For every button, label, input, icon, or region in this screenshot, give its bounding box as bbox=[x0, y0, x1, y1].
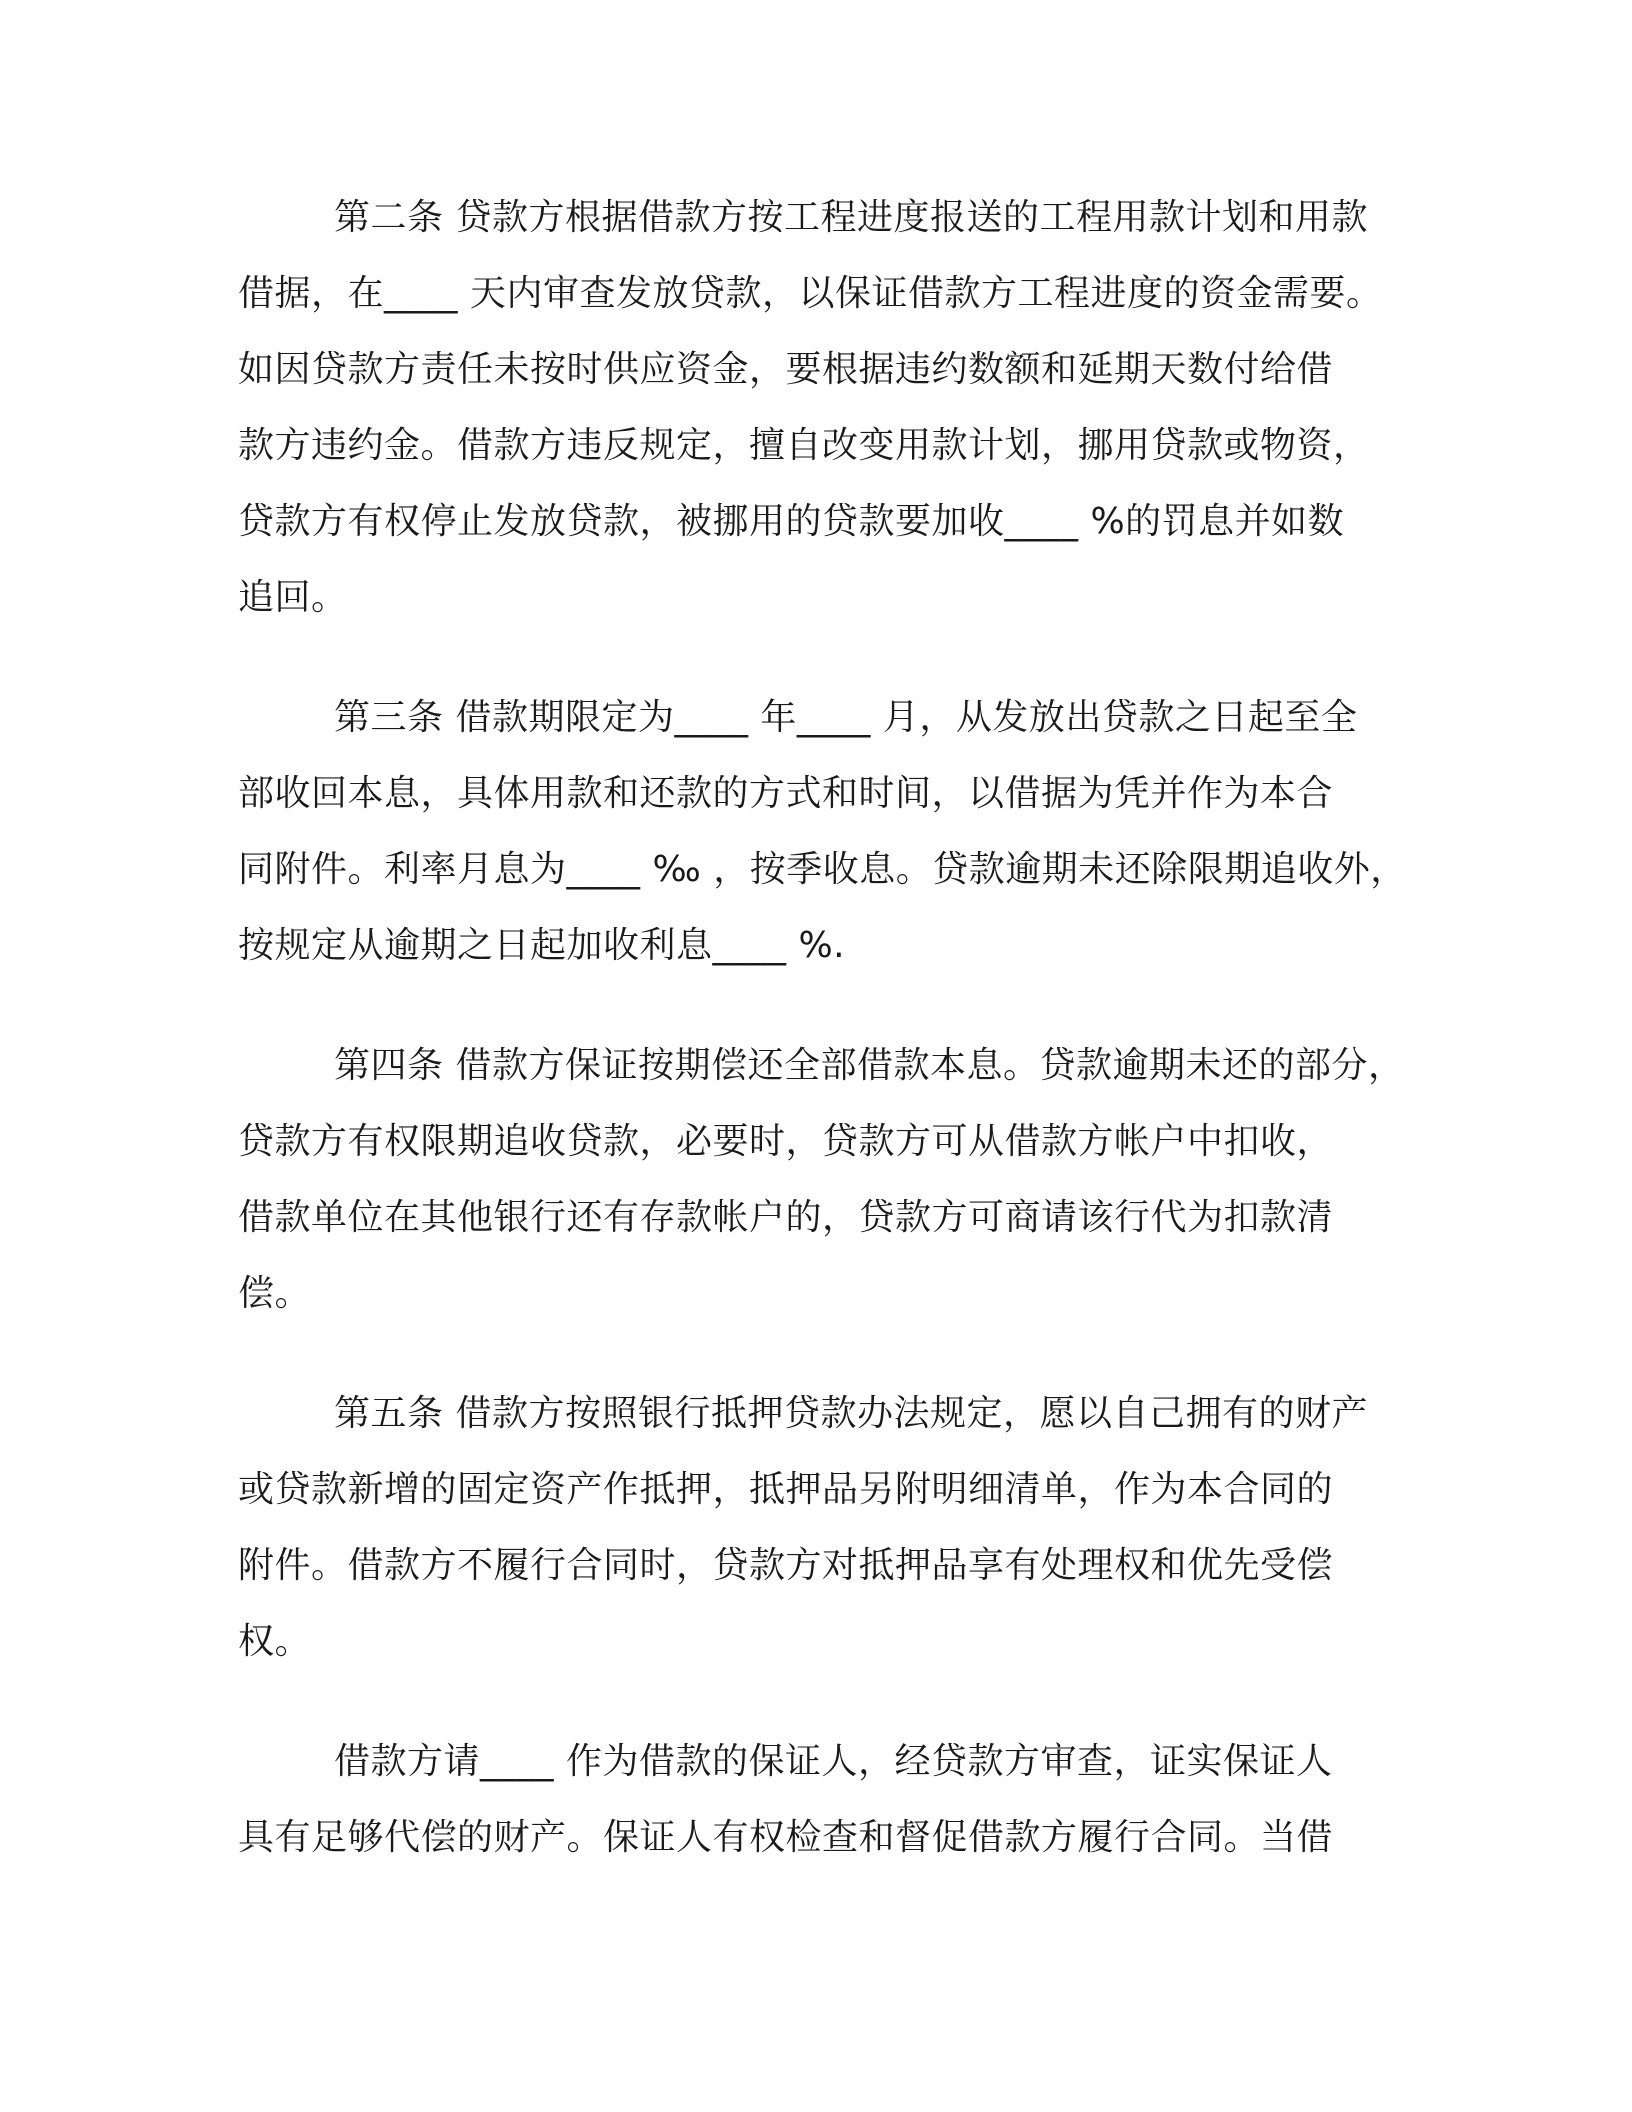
paragraph-line: 贷款方有权停止发放贷款，被挪用的贷款要加收____ %的罚息并如数 bbox=[238, 501, 1345, 542]
paragraph-line: 借款单位在其他银行还有存款帐户的，贷款方可商请该行代为扣款清 bbox=[238, 1197, 1334, 1238]
paragraph-line: 第二条 贷款方根据借款方按工程进度报送的工程用款计划和用款 bbox=[334, 197, 1368, 238]
guarantor-paragraph bbox=[238, 1724, 1398, 1876]
paragraph-line: 第三条 借款期限定为____ 年____ 月，从发放出贷款之日起至全 bbox=[334, 697, 1358, 738]
paragraph-line: 第四条 借款方保证按期偿还全部借款本息。贷款逾期未还的部分， bbox=[334, 1045, 1405, 1086]
paragraph-line: 附件。借款方不履行合同时，贷款方对抵押品享有处理权和优先受偿 bbox=[238, 1545, 1334, 1586]
paragraph-line: 第五条 借款方按照银行抵押贷款办法规定，愿以自己拥有的财产 bbox=[334, 1393, 1368, 1434]
article-4-paragraph bbox=[238, 1028, 1405, 1332]
document-body bbox=[238, 180, 1407, 1876]
article-2-paragraph bbox=[238, 180, 1398, 636]
paragraph-line: 权。 bbox=[238, 1621, 312, 1662]
paragraph-line: 如因贷款方责任未按时供应资金，要根据违约数额和延期天数付给借 bbox=[238, 349, 1334, 390]
paragraph-line: 同附件。利率月息为____ ‰ ，按季收息。贷款逾期未还除限期追收外， bbox=[238, 849, 1407, 890]
paragraph-line: 按规定从逾期之日起加收利息____ %. bbox=[238, 925, 846, 966]
paragraph-line: 借款方请____ 作为借款的保证人，经贷款方审查，证实保证人 bbox=[334, 1741, 1333, 1782]
paragraph-line: 贷款方有权限期追收贷款，必要时，贷款方可从借款方帐户中扣收， bbox=[238, 1121, 1334, 1162]
paragraph-line: 或贷款新增的固定资产作抵押，抵押品另附明细清单，作为本合同的 bbox=[238, 1469, 1334, 1510]
article-5-paragraph bbox=[238, 1376, 1398, 1680]
paragraph-line: 借据，在____ 天内审查发放贷款，以保证借款方工程进度的资金需要。 bbox=[238, 273, 1383, 314]
paragraph-line: 款方违约金。借款方违反规定，擅自改变用款计划，挪用贷款或物资， bbox=[238, 425, 1370, 466]
paragraph-line: 追回。 bbox=[238, 577, 348, 618]
paragraph-line: 部收回本息，具体用款和还款的方式和时间，以借据为凭并作为本合 bbox=[238, 773, 1334, 814]
paragraph-line: 偿。 bbox=[238, 1273, 312, 1314]
paragraph-line: 具有足够代偿的财产。保证人有权检查和督促借款方履行合同。当借 bbox=[238, 1817, 1334, 1858]
article-3-paragraph bbox=[238, 680, 1407, 984]
